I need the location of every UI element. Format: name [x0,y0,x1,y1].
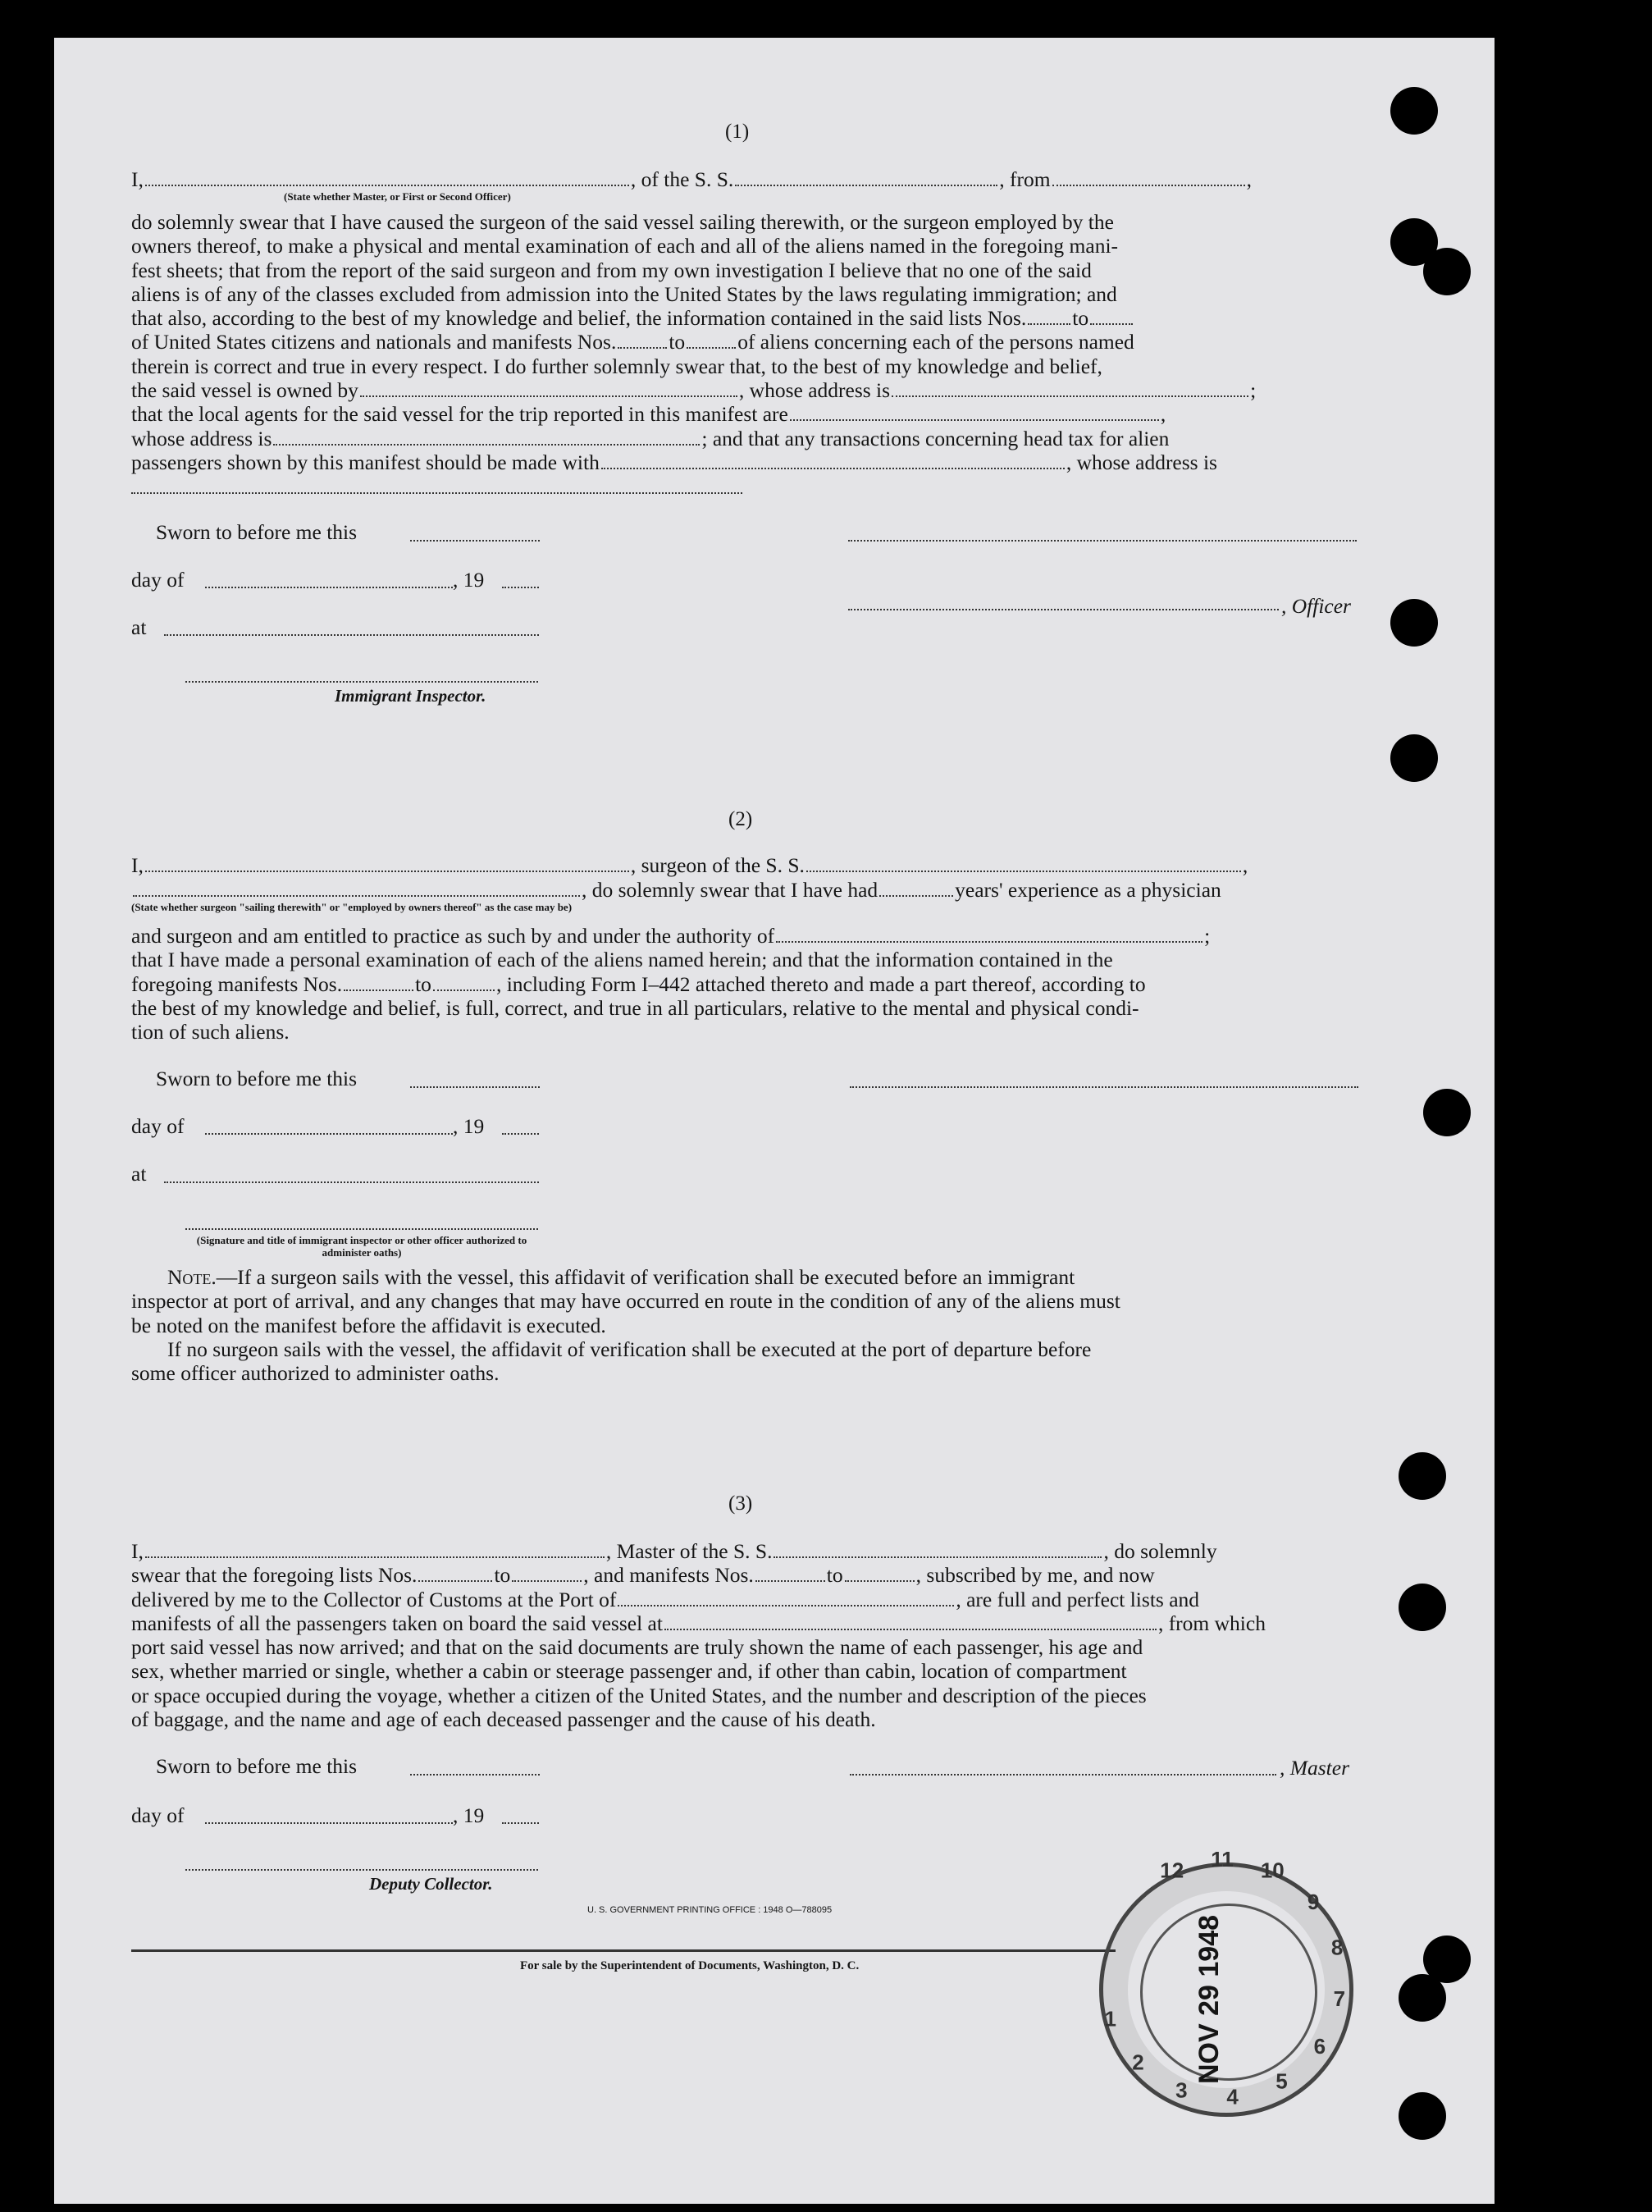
footer-rule [131,1949,1116,1952]
day-of-label: day of [131,1114,185,1138]
years-experience-field[interactable] [879,894,953,897]
punch-hole [1399,1584,1446,1631]
body-line: , from which [1157,1611,1266,1635]
body-line: or space occupied during the voyage, whether a citizen of the United States, and the number and description of the pieces [131,1683,1147,1707]
note-line: be noted on the manifest before the affidavit is executed. [131,1313,606,1337]
stamp-number: 3 [1175,2077,1188,2103]
deputy-signature-field[interactable] [185,1869,538,1871]
body-line: foregoing manifests Nos. [131,971,343,996]
year-label: , 19 [453,1803,485,1827]
sworn-day-field[interactable] [410,1774,540,1776]
punch-hole [1390,599,1438,647]
body-line: and surgeon and am entitled to practice as such by and under the authority of [131,924,775,948]
head-tax-address-field[interactable] [131,492,742,494]
comma: , [1246,167,1252,191]
stamp-date: NOV 29 1948 [1193,1914,1225,2084]
body-line: , including Form I–442 attached thereto and made a part thereof, according to [495,971,1146,996]
master-name-field[interactable] [145,1556,605,1558]
label-i: I, [131,853,144,877]
label-surgeon-of: , surgeon of the S. S. [630,853,805,877]
stamp-number: 5 [1276,2068,1288,2094]
surgeon-ship-field[interactable] [806,870,1241,872]
note-line: inspector at port of arrival, and any changes that may have occurred en route in the condition of any of the aliens must [131,1289,1120,1314]
surgeon-name-field[interactable] [145,870,629,872]
stamp-number: 10 [1260,1858,1285,1883]
witness-signature-field[interactable] [185,1228,538,1230]
gpo-imprint: U. S. GOVERNMENT PRINTING OFFICE : 1948 O—788095 [587,1905,833,1915]
section3-number: (3) [728,1492,753,1515]
ship-name-field[interactable] [735,184,997,186]
year-field[interactable] [502,1133,539,1135]
body-line: therein is correct and true in every respect. I do further solemnly swear that, to the best of my knowledge and belief, [131,354,1102,378]
stamp-number: 6 [1313,2034,1326,2059]
inspector-signature-field[interactable] [185,681,538,683]
note-label: Note. [167,1265,217,1289]
section1-body: do solemnly swear that I have caused the surgeon of the said vessel sailing therewith, or the surgeon employed by the owners thereof, to make a physical and mental examination of each and all of the aliens named in the foregoing mani- fest sheets; that from the report of the said surgeon and from my own investigation I believe that no one of the said aliens is of any of the classes excluded from admission into the United States by the laws regulating immigration; and that also, according to the best of my knowledge and belief, the information contained in the said lists Nos. to of United States citizens and nationals and manifests Nos. to of aliens concerning each of the persons named therein is correct and true in every respect. I do further solemnly swear that, to the best of my knowledge and belief, the said vessel is owned by , whose address is ; that the local agents for the said vessel for the trip reported in this manifest are , whose address is ; and that any transactions concerning head tax for alien passengers shown by this manifest should be made with , whose address is [131,210,1360,474]
stamp-number: 8 [1330,1935,1344,1960]
owner-address-field[interactable] [892,395,1248,397]
manifests-to-field[interactable] [687,346,736,349]
boarding-port-field[interactable] [664,1628,1157,1630]
master-signature-field[interactable] [850,1774,1276,1776]
body-line: that I have made a personal examination of each of the aliens named herein; and that the information contained in the [131,948,1113,972]
body-line: , do solemnly swear that I have had [582,878,878,902]
authority-field[interactable] [776,940,1202,943]
local-agents-field[interactable] [790,418,1159,421]
note-block [131,1265,1360,1385]
body-line: passengers shown by this manifest should be made with [131,450,600,474]
stamp-number: 12 [1160,1858,1184,1883]
label-i: I, [131,167,144,191]
stamp-number: 7 [1333,1986,1346,2012]
section1-number: (1) [725,121,750,143]
punch-hole [1423,248,1471,295]
year-label: , 19 [453,1114,485,1138]
stamp-number: 1 [1104,2006,1116,2031]
port-field[interactable] [618,1604,954,1606]
body-line: swear that the foregoing lists Nos. [131,1563,418,1588]
day-of-label: day of [131,1803,185,1827]
label-to: to [415,971,431,996]
body-line: , and manifests Nos. [583,1563,754,1588]
officer-signature-field[interactable] [848,540,1357,542]
sworn-label: Sworn to before me this [156,520,358,544]
body-line: delivered by me to the Collector of Customs at the Port of [131,1587,617,1611]
body-line: that the local agents for the said vessel for the trip reported in this manifest are [131,402,788,427]
lists-from-field[interactable] [418,1579,492,1582]
body-line: whose address is [131,426,272,450]
body-line: the best of my knowledge and belief, is full, correct, and true in all particulars, relative to the mental and physical condi- [131,995,1139,1020]
body-line: aliens is of any of the classes excluded from admission into the United States by the laws regulating immigration; and [131,281,1117,306]
body-line: manifests of all the passengers taken on board the said vessel at [131,1611,663,1635]
month-field[interactable] [205,1822,453,1824]
deputy-label: Deputy Collector. [369,1874,493,1894]
at-label: at [131,615,147,639]
label-from: , from [999,167,1051,191]
punch-hole [1399,1452,1446,1500]
body-line: port said vessel has now arrived; and that on the said documents are truly shown the name of each passenger, his age and [131,1635,1143,1660]
punch-hole [1423,1089,1471,1136]
body-line: do solemnly swear that I have caused the surgeon of the said vessel sailing therewith, or the surgeon employed by the [131,210,1114,234]
label-of-ss: , of the S. S. [630,167,734,191]
surgeon-caption: (State whether surgeon "sailing therewith" or "employed by owners thereof" as the case may be) [131,901,573,913]
note-line: some officer authorized to administer oaths. [131,1361,500,1386]
section2-line2 [131,878,1360,902]
note-line: —If a surgeon sails with the vessel, this affidavit of verification shall be executed before an immigrant [216,1265,1075,1289]
lists-to-field[interactable] [1090,322,1133,325]
punch-hole [1390,87,1438,135]
year-label: , 19 [453,568,485,592]
officer-name-field[interactable] [145,184,629,186]
stamp-number: 4 [1226,2084,1239,2109]
section3-body [131,1539,1360,1731]
master-label: , Master [1280,1756,1349,1780]
note-line: If no surgeon sails with the vessel, the affidavit of verification shall be executed at the port of departure before [167,1337,1092,1361]
year-field[interactable] [502,587,539,588]
label-to: to [494,1563,511,1588]
body-line: , do solemnly [1103,1539,1217,1563]
manifests-from-field[interactable] [344,989,413,991]
sworn-day-field[interactable] [410,540,540,542]
manifests-from-field[interactable] [755,1579,825,1582]
body-line: of baggage, and the name and age of each deceased passenger and the cause of his death. [131,1707,876,1732]
punch-hole [1399,2092,1446,2140]
sale-note: For sale by the Superintendent of Documents, Washington, D. C. [520,1959,860,1972]
at-place-field[interactable] [164,1181,539,1183]
stamp-number: 11 [1211,1847,1234,1872]
section2-line1: I, , surgeon of the S. S. , [131,853,1248,877]
scan-margin [1495,38,1652,2204]
surgeon-signature-field[interactable] [850,1086,1358,1088]
body-line: owners thereof, to make a physical and mental examination of each and all of the aliens named in the foregoing mani- [131,234,1119,258]
body-line: sex, whether married or single, whether a cabin or steerage passenger and, if other than cabin, location of compartment [131,1659,1127,1684]
body-line: , are full and perfect lists and [956,1587,1200,1611]
label-i: I, [131,1539,144,1563]
inspector-label: Immigrant Inspector. [335,686,486,706]
section1-line1 [131,167,1360,191]
at-place-field[interactable] [164,634,539,636]
manifests-to-field[interactable] [845,1579,915,1582]
sworn-label: Sworn to before me this [156,1754,358,1778]
day-of-label: day of [131,568,185,592]
label-to: to [826,1563,843,1588]
surgeon-status-field[interactable] [133,894,580,897]
body-line: tion of such aliens. [131,1020,290,1044]
lists-to-field[interactable] [512,1579,582,1582]
sworn-day-field[interactable] [410,1086,540,1088]
label-to: to [669,330,686,354]
witness-caption: (Signature and title of immigrant inspector or other officer authorized to administer oaths) [196,1234,527,1259]
agents-address-field[interactable] [273,443,700,446]
master-caption: (State whether Master, or First or Second Officer) [284,190,511,203]
body-line: the said vessel is owned by [131,378,358,403]
label-to: to [1072,306,1089,331]
body-line: , subscribed by me, and now [915,1563,1155,1588]
punch-hole [1390,734,1438,782]
body-line: that also, according to the best of my knowledge and belief, the information contained in the said lists Nos. [131,306,1027,331]
manifests-from-field[interactable] [618,346,667,349]
at-label: at [131,1162,147,1186]
label-whose-address: , whose address is [738,378,891,403]
master-ship-field[interactable] [774,1556,1102,1558]
section2-body: and surgeon and am entitled to practice as such by and under the authority of ; that I have made a personal examination of each of the aliens named herein; and that the information contained in the foregoing manifests Nos. to , including Form I–442 attached thereto and made a part thereof, according to the best of my knowledge and belief, is full, correct, and true in all particulars, relative to the mental and physical condi- tion of such aliens. [131,924,1360,1044]
punch-hole [1399,1974,1446,2022]
section2-number: (2) [728,808,753,830]
month-field[interactable] [205,587,453,588]
body-line: fest sheets; that from the report of the said surgeon and from my own investigation I believe that no one of the said [131,258,1092,282]
label-master-of: , Master of the S. S. [605,1539,773,1563]
lists-from-field[interactable] [1028,322,1070,325]
month-field[interactable] [205,1133,453,1135]
label-whose-address: , whose address is [1066,450,1217,474]
sworn-label: Sworn to before me this [156,1067,358,1090]
officer-title-field[interactable] [848,609,1279,610]
stamp-number: 2 [1132,2050,1144,2075]
head-tax-party-field[interactable] [601,467,1065,469]
body-line: of aliens concerning each of the persons named [737,330,1134,354]
body-line: years' experience as a physician [955,878,1221,902]
manifests-to-field[interactable] [433,989,495,991]
body-line: ; and that any transactions concerning head tax for alien [701,426,1170,450]
officer-label: , Officer [1281,594,1351,618]
year-field[interactable] [502,1822,539,1824]
owner-field[interactable] [360,395,737,397]
from-port-field[interactable] [1052,184,1245,186]
stamp-number: 9 [1307,1889,1320,1914]
body-line: of United States citizens and nationals and manifests Nos. [131,330,617,354]
